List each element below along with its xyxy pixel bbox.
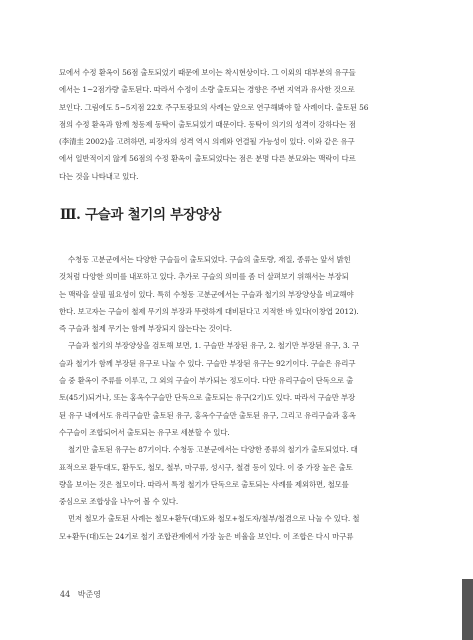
text-line: 에서는 1~2점가량 출토된다. 따라서 수정이 소량 출토되는 경향은 주변 지역과 유사한 것으로 xyxy=(59,85,355,95)
text-line: 슬과 철기가 함께 부장된 유구로 나눌 수 있다. 구슬만 부장된 유구는 92기이다. 구슬은 유리구 xyxy=(59,358,356,368)
text-line: 점의 수정 환옥과 함께 청동제 동탁이 출토되었기 때문이다. 동탁이 의기의 성격이 강하다는 점 xyxy=(59,119,356,129)
text-line: 구슬과 철기의 부장양상을 검토해 보면, 1. 구슬만 부장된 유구, 2. 철기만 부장된 유구, 3. 구 xyxy=(68,341,360,351)
text-line: 슬 중 환옥이 주류를 이루고, 그 외의 구슬이 부가되는 정도이다. 다만 유리구슬이 단독으로 출 xyxy=(59,376,354,386)
text-line: 중심으로 조합상을 나누어 볼 수 있다. xyxy=(59,497,179,507)
text-line: 다는 것을 나타내고 있다. xyxy=(59,171,139,181)
text-line: 묘에서 수정 환옥이 56점 출토되었기 때문에 보이는 착시현상이다. 그 이외의 대부분의 유구들 xyxy=(59,68,356,77)
text-line: 량을 보이는 것은 철모이다. 따라서 특정 철기가 단독으로 출토되는 사례를 제외하면, 철모를 xyxy=(59,479,349,489)
text-line: 즉 구슬과 철제 무기는 함께 부장되지 않는다는 것이다. xyxy=(59,324,232,334)
text-line: 토(45기)되거나, 또는 홍옥수구슬만 단독으로 출토되는 유구(2기)도 있다. 따라서 구슬만 부장 xyxy=(59,393,356,403)
text-line: 것처럼 다양한 의미를 내포하고 있다. 추가로 구슬의 의미를 좀 더 살펴보기 위해서는 부장되 xyxy=(59,272,349,282)
author-name: 박준영 xyxy=(77,590,101,599)
page-number: 44 xyxy=(60,590,71,599)
paragraph-2 xyxy=(59,251,428,545)
text-line: 에서 일반적이지 않게 56점의 수정 환옥이 출토되었다는 점은 분명 다른 분묘와는 맥락이 다르 xyxy=(59,154,356,164)
section-heading: Ⅲ. 구슬과 철기의 부장양상 xyxy=(60,207,222,223)
text-line: 수청동 고분군에서는 다양한 구슬들이 출토되었다. 구슬의 출토량, 재질, 종류는 앞서 밝힌 xyxy=(68,255,351,264)
text-line: 먼저 철모가 출토된 사례는 철모+환두(대)도와 철모+철도자/철부/철겸으로 나눌 수 있다. 철 xyxy=(68,514,360,524)
text-line: 철기만 출토된 유구는 87기이다. 수청동 고분군에서는 다양한 종류의 철기가 출토되었다. 대 xyxy=(68,445,358,455)
page-footer xyxy=(60,589,101,600)
text-line: 된 유구 내에서도 유리구슬만 출토된 유구, 홍옥수구슬만 출토된 유구, 그리고 유리구슬과 홍옥 xyxy=(59,410,356,420)
text-line: 는 맥락을 살필 필요성이 있다. 특히 수청동 고분군에서는 구슬과 철기의 부장양상을 비교해야 xyxy=(59,289,354,299)
paragraph-1 xyxy=(59,64,428,185)
text-line: 한다. 보고자는 구슬이 철제 무기의 부장과 뚜렷하게 대비된다고 지적한 바 있다(이창엽 2012). xyxy=(59,306,359,316)
text-line: 보인다. 그림에도 5~5지점 22호 주구토광묘의 사례는 앞으로 연구해봐야 할 사례이다. 출토된 56 xyxy=(59,102,369,112)
text-line: 수구슬이 조합되어서 출토되는 유구로 세분할 수 있다. xyxy=(59,427,230,437)
text-line: 모+환두(대)도는 24기로 철기 조합관계에서 가장 높은 비율을 보인다. 이 조합은 다시 마구류 xyxy=(59,531,354,541)
text-line: 표적으로 환두대도, 환두도, 철모, 철부, 마구류, 성시구, 철겸 등이 있다. 이 중 가장 높은 출토 xyxy=(59,462,353,472)
page-edge-tab xyxy=(462,579,473,640)
text-line: (李清圭 2002)을 고려하면, 피장자의 성격 역시 의례와 연결될 가능성이 있다. 이와 같은 유구 xyxy=(59,137,355,147)
